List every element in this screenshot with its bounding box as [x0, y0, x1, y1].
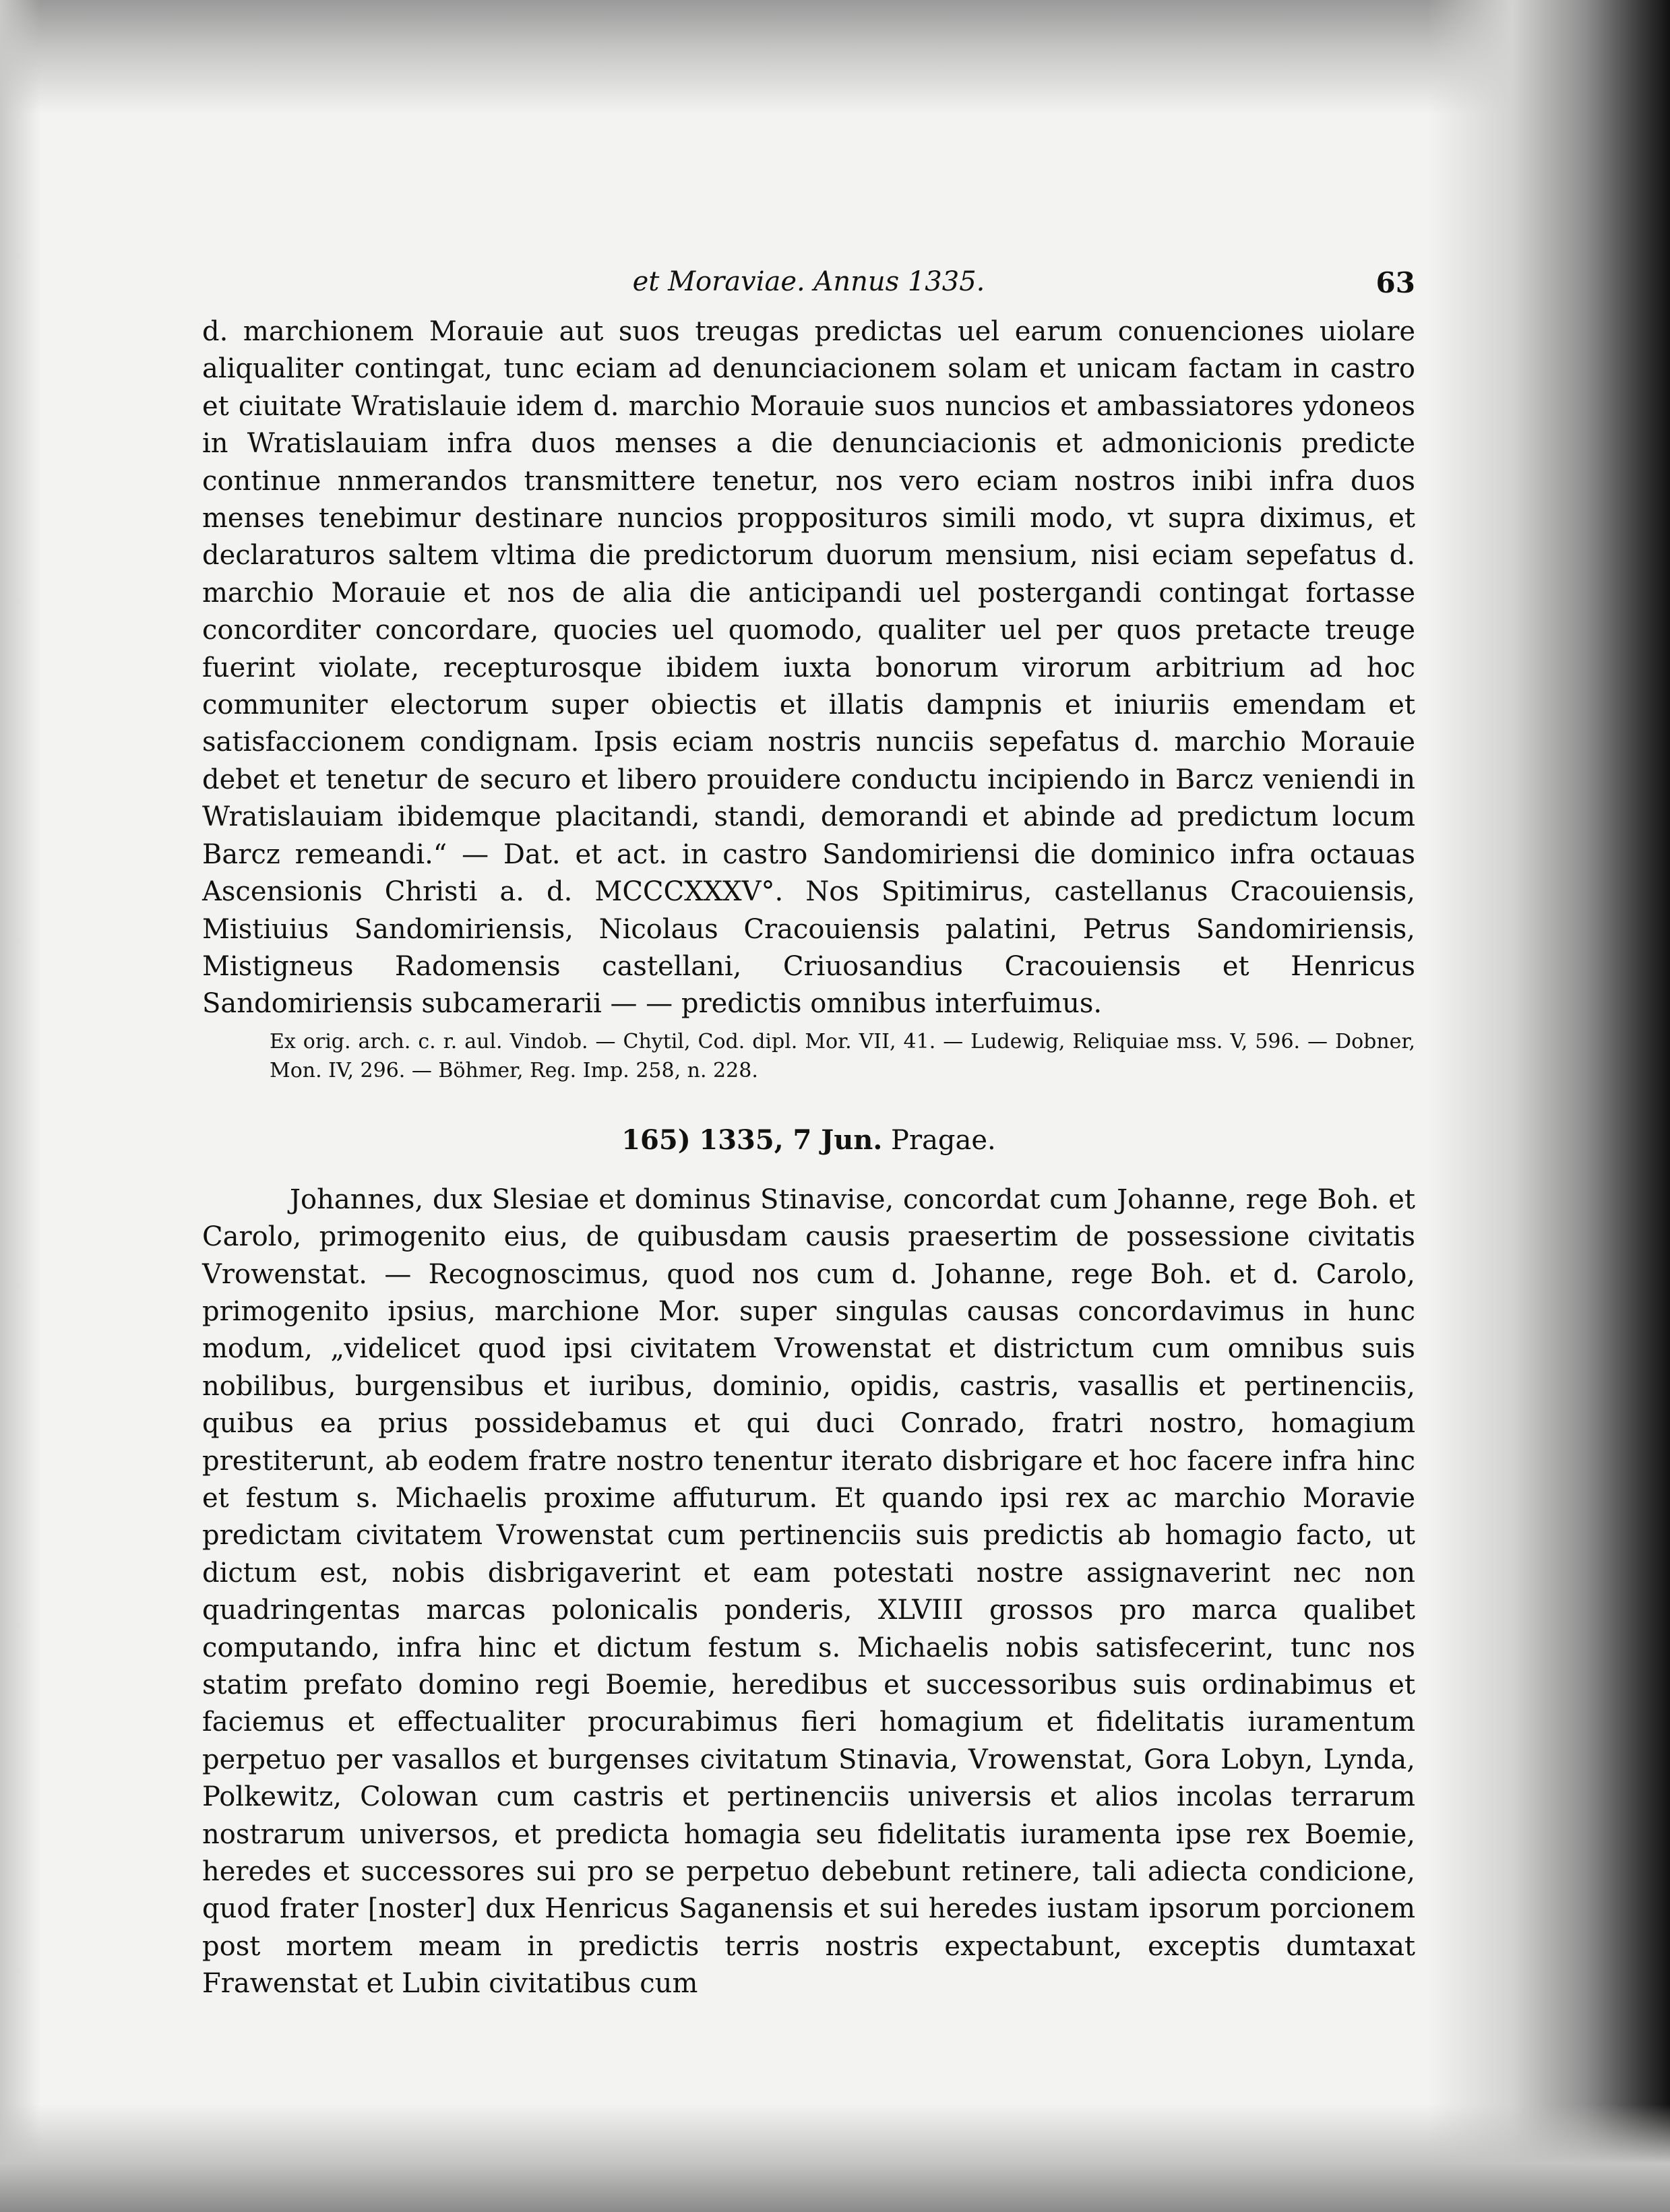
source-note: Ex orig. arch. c. r. aul. Vindob. — Chytil, Cod. dipl. Mor. VII, 41. — Ludewig, Reliquiae mss. V, 596. — Dobner, Mon. IV, 296. — Böhmer, Reg. Imp. 258, n. 228. [270, 1029, 1415, 1082]
scan-shadow-top [0, 0, 1670, 115]
document-place: Pragae. [891, 1124, 996, 1156]
document-date: 1335, 7 Jun. [699, 1124, 883, 1156]
document-number: 165) [621, 1124, 691, 1156]
document-heading [202, 1124, 1415, 1156]
running-title: et Moraviae. Annus 1335. [632, 266, 985, 297]
page-number: 63 [1375, 266, 1415, 299]
continuation-paragraph: d. marchionem Morauie aut suos treugas predictas uel earum conuenciones uiolare aliqualiter contingat, tunc eciam ad denunciacionem solam et unicam factam in castro et ciuitate Wratislauie idem d. marchio Morauie suos nuncios et ambassiatores ydoneos in Wratislauiam infra duos menses a die denunciacionis et admonicionis predicte continue nnmerandos transmittere tenetur, nos vero eciam nostros inibi infra duos menses tenebimur destinare nuncios propposituros simili modo, vt supra diximus, et declaraturos saltem vltima die predictorum duorum mensium, nisi eciam sepefatus d. marchio Morauie et nos de alia die anticipandi uel postergandi contingat fortasse concorditer concordare, quocies uel quomodo, qualiter uel per quos pretacte treuge fuerint violate, recepturosque ibidem iuxta bonorum virorum arbitrium ad hoc communiter electorum super obiectis et illatis dampnis et iniuriis emendam et satisfaccionem condignam. Ipsis eciam nostris nunciis sepefatus d. marchio Morauie debet et tenetur de securo et libero prouidere conductu incipiendo in Barcz veniendi in Wratislauiam ibidemque placitandi, standi, demorandi et abinde ad predictum locum Barcz remeandi.“ — Dat. et act. in castro Sandomiriensi die dominico infra octauas Ascensionis Christi a. d. MCCCXXXV°. Nos Spitimirus, castellanus Cracouiensis, Mistiuius Sandomiriensis, Nicolaus Cracouiensis palatini, Petrus Sandomiriensis, Mistigneus Radomensis castellani, Criuosandius Cracouiensis et Henricus Sandomiriensis subcamerarii — — predictis omnibus interfuimus. [202, 316, 1415, 1020]
page-content [202, 266, 1415, 2003]
document-text: Johannes, dux Slesiae et dominus Stinavise, concordat cum Johanne, rege Boh. et Carolo, primogenito eius, de quibusdam causis praesertim de possessione civitatis Vrowenstat. — Recognoscimus, quod nos cum d. Johanne, rege Boh. et d. Carolo, primogenito ipsius, marchione Mor. super singulas causas concordavimus in hunc modum, „videlicet quod ipsi civitatem Vrowenstat et districtum cum omnibus suis nobilibus, burgensibus et iuribus, dominio, opidis, castris, vasallis et pertinenciis, quibus ea prius possidebamus et qui duci Conrado, fratri nostro, homagium prestiterunt, ab eodem fratre nostro tenentur iterato disbrigare et hoc facere infra hinc et festum s. Michaelis proxime affuturum. Et quando ipsi rex ac marchio Moravie predictam civitatem Vrowenstat cum pertinenciis suis predictis ab homagio facto, ut dictum est, nobis disbrigaverint et eam potestati nostre assignaverint nec non quadringentas marcas polonicalis ponderis, XLVIII grossos pro marca qualibet computando, infra hinc et dictum festum s. Michaelis nobis satisfecerint, tunc nos statim prefato domino regi Boemie, heredibus et successoribus suis ordinabimus et faciemus et effectualiter procurabimus fieri homagium et fidelitatis iuramentum perpetuo per vasallos et burgenses civitatum Stinavia, Vrowenstat, Gora Lobyn, Lynda, Polkewitz, Colowan cum castris et pertinenciis universis et alios incolas terrarum nostrarum universos, et predicta homagia seu fidelitatis iuramenta ipse rex Boemie, heredes et successores sui pro se perpetuo debebunt retinere, tali adiecta condicione, quod frater [noster] dux Henricus Saganensis et sui heredes iustam ipsorum porcionem post mortem meam in predictis terris nostris expectabunt, exceptis dumtaxat Frawenstat et Lubin civitatibus cum [202, 1184, 1415, 2000]
running-head [202, 266, 1415, 313]
scan-shadow-right [1427, 0, 1670, 2212]
scan-shadow-left [0, 0, 40, 2212]
scan-shadow-bottom [0, 2104, 1670, 2212]
